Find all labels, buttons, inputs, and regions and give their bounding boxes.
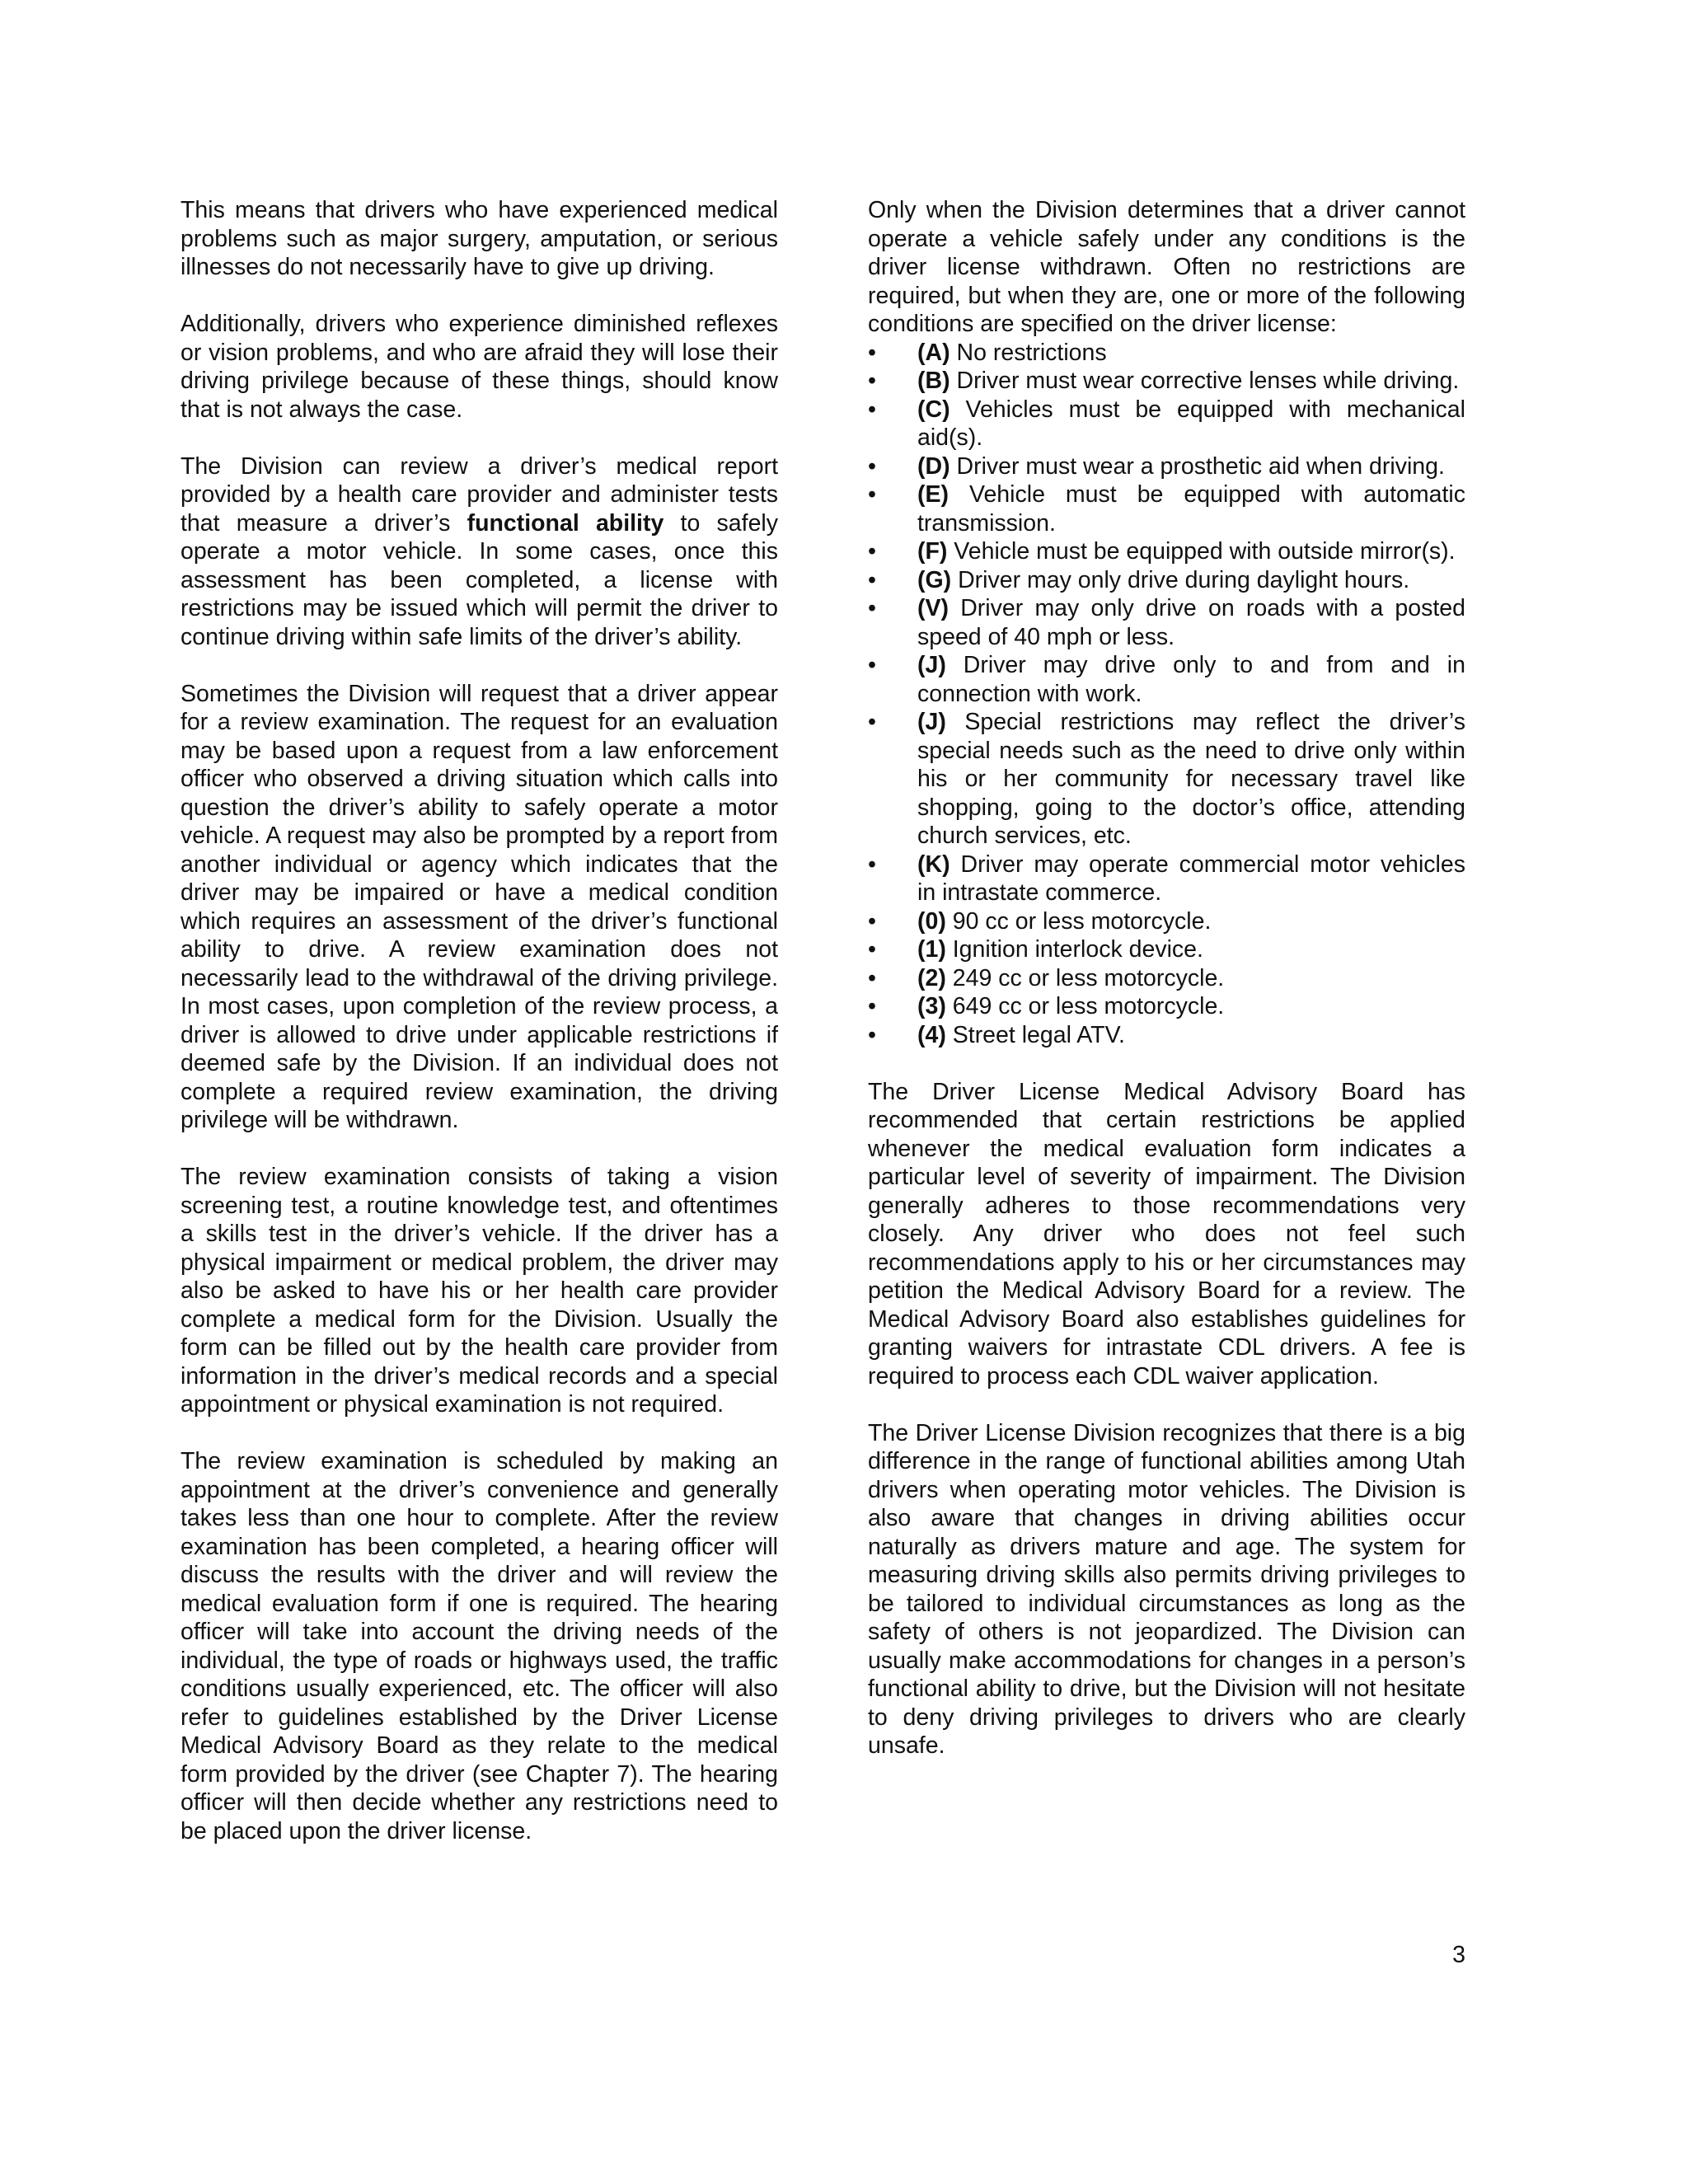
list-item [868, 594, 1465, 651]
restriction-code: (A) [917, 339, 950, 366]
restriction-text: Ignition interlock device. [945, 936, 1203, 963]
bullet-icon: • [868, 396, 876, 423]
left-column [181, 196, 778, 1845]
restriction-code: (D) [917, 452, 950, 480]
bullet-icon: • [868, 851, 876, 878]
list-item [868, 480, 1465, 537]
restriction-text: Driver may only drive on roads with a posted speed of 40 mph or less. [917, 595, 1465, 650]
bullet-icon: • [868, 652, 876, 678]
bullet-icon: • [868, 339, 876, 366]
paragraph-diminished-reflexes: Additionally, drivers who experience diminished reflexes or vision problems, and who are afraid they will lose their driving privilege because of these things, should know that is not always the case. [181, 311, 778, 423]
restriction-code: (F) [917, 538, 948, 565]
list-item [868, 367, 1465, 396]
restriction-text: 90 cc or less motorcycle. [945, 907, 1212, 935]
bullet-icon: • [868, 993, 876, 1019]
paragraph-division-review-start: The Division can review a driver’s medical report provided by a health care provider and administer tests that measure a driver’s [181, 452, 778, 537]
restriction-text: Street legal ATV. [945, 1021, 1125, 1048]
bullet-icon: • [868, 481, 876, 508]
restriction-code: (C) [917, 396, 950, 423]
restriction-text: Vehicle must be equipped with outside mirror(s). [947, 538, 1456, 565]
paragraph-division-review-end: to safely operate a motor vehicle. In some cases, once this assessment has been completed, a license with restrictions may be issued which will permit the driver to continue driving within safe limits of the driver’s ability. [181, 509, 778, 650]
restriction-code: (G) [917, 566, 952, 593]
restriction-code: (3) [917, 993, 946, 1019]
bullet-icon: • [868, 452, 876, 480]
restriction-text: Driver may drive only to and from and in connection with work. [917, 652, 1465, 707]
restriction-text: Vehicles must be equipped with mechanical aid(s). [917, 396, 1465, 451]
restriction-code: (V) [917, 595, 949, 621]
bullet-icon: • [868, 538, 876, 565]
restriction-text: 249 cc or less motorcycle. [945, 964, 1225, 991]
restriction-text: Driver must wear corrective lenses while driving. [950, 368, 1460, 394]
list-item [868, 339, 1465, 368]
functional-ability-term: functional ability [467, 509, 664, 537]
list-item [868, 1021, 1465, 1050]
restriction-text: Vehicle must be equipped with automatic transmission. [917, 481, 1465, 537]
list-item [868, 907, 1465, 936]
list-item [868, 566, 1465, 595]
paragraph-medical-problems: This means that drivers who have experienced medical problems such as major surgery, amputation, or serious illnesses do not necessarily have to give up driving. [181, 197, 778, 280]
bullet-icon: • [868, 368, 876, 394]
restriction-code: (2) [917, 964, 946, 991]
restriction-text: Driver may operate commercial motor vehicles in intrastate commerce. [917, 851, 1465, 906]
paragraph-license-withdrawn: Only when the Division determines that a driver cannot operate a vehicle safely under any conditions is the driver license withdrawn. Often no restrictions are required, but when they are, one or more of the following conditions are specified on the driver license: [868, 197, 1465, 337]
restriction-text: Driver may only drive during daylight hours. [951, 566, 1410, 593]
list-item [868, 708, 1465, 851]
list-item [868, 935, 1465, 964]
list-item [868, 992, 1465, 1021]
list-item [868, 537, 1465, 566]
paragraph-review-request: Sometimes the Division will request that a driver appear for a review examination. The request for an evaluation may be based upon a request from a law enforcement officer who observed a driving situation which calls into question the driver’s ability to safely operate a motor vehicle. A request may also be prompted by a report from another individual or agency which indicates that the driver may be impaired or have a medical condition which requires an assessment of the driver’s functional ability to drive. A review examination does not necessarily lead to the withdrawal of the driving privilege. In most cases, upon completion of the review process, a driver is allowed to drive under applicable restrictions if deemed safe by the Division. If an individual does not complete a required review examination, the driving privilege will be withdrawn. [181, 680, 778, 1133]
restrictions-list [868, 339, 1465, 1050]
restriction-code: (J) [917, 652, 946, 678]
restriction-code: (B) [917, 368, 950, 394]
restriction-code: (K) [917, 851, 950, 878]
restriction-code: (E) [917, 481, 949, 508]
bullet-icon: • [868, 595, 876, 621]
paragraph-functional-abilities: The Driver License Division recognizes that there is a big difference in the range of functional abilities among Utah drivers when operating motor vehicles. The Division is also aware that changes in driving abilities occur naturally as drivers mature and age. The system for measuring driving skills also permits driving privileges to be tailored to individual circumstances as long as the safety of others is not jeopardized. The Division can usually make accommodations for changes in a person’s functional ability to drive, but the Division will not hesitate to deny driving privileges to drivers who are clearly unsafe. [868, 1419, 1465, 1759]
page-number: 3 [1452, 1942, 1465, 1968]
bullet-icon: • [868, 709, 876, 735]
restriction-text: Special restrictions may reflect the driver’s special needs such as the need to drive only within his or her community for necessary travel like shopping, going to the doctor’s office, attending church services, etc. [917, 709, 1465, 849]
paragraph-medical-advisory-board: The Driver License Medical Advisory Board has recommended that certain restrictions be applied whenever the medical evaluation form indicates a particular level of severity of impairment. The Division generally adheres to those recommendations very closely. Any driver who does not feel such recommendations apply to his or her circumstances may petition the Medical Advisory Board for a review. The Medical Advisory Board also establishes guidelines for granting waivers for intrastate CDL drivers. A fee is required to process each CDL waiver application. [868, 1078, 1465, 1390]
bullet-icon: • [868, 964, 876, 991]
restriction-text: Driver must wear a prosthetic aid when driving. [950, 452, 1445, 480]
list-item [868, 964, 1465, 993]
list-item [868, 651, 1465, 708]
restriction-text: No restrictions [950, 339, 1107, 366]
restriction-code: (4) [917, 1021, 946, 1048]
restriction-text: 649 cc or less motorcycle. [945, 993, 1225, 1019]
paragraph-division-review [181, 452, 778, 652]
right-column [868, 196, 1465, 1760]
restriction-code: (1) [917, 936, 946, 963]
list-item [868, 452, 1465, 481]
restriction-code: (J) [917, 709, 946, 735]
bullet-icon: • [868, 1021, 876, 1048]
paragraph-review-consists: The review examination consists of taking a vision screening test, a routine knowledge test, and oftentimes a skills test in the driver’s vehicle. If the driver has a physical impairment or medical problem, the driver may also be asked to have his or her health care provider complete a medical form for the Division. Usually the form can be filled out by the health care provider from information in the driver’s medical records and a special appointment or physical examination is not required. [181, 1164, 778, 1418]
bullet-icon: • [868, 936, 876, 963]
bullet-icon: • [868, 566, 876, 593]
list-item [868, 851, 1465, 907]
paragraph-review-scheduled: The review examination is scheduled by making an appointment at the driver’s convenience and generally takes less than one hour to complete. After the review examination has been completed, a hearing officer will discuss the results with the driver and will review the medical evaluation form if one is required. The hearing officer will take into account the driving needs of the individual, the type of roads or highways used, the traffic conditions usually experienced, etc. The officer will also refer to guidelines established by the Driver License Medical Advisory Board as they relate to the medical form provided by the driver (see Chapter 7). The hearing officer will then decide whether any restrictions need to be placed upon the driver license. [181, 1448, 778, 1844]
restriction-code: (0) [917, 907, 946, 935]
list-item [868, 396, 1465, 452]
bullet-icon: • [868, 907, 876, 935]
